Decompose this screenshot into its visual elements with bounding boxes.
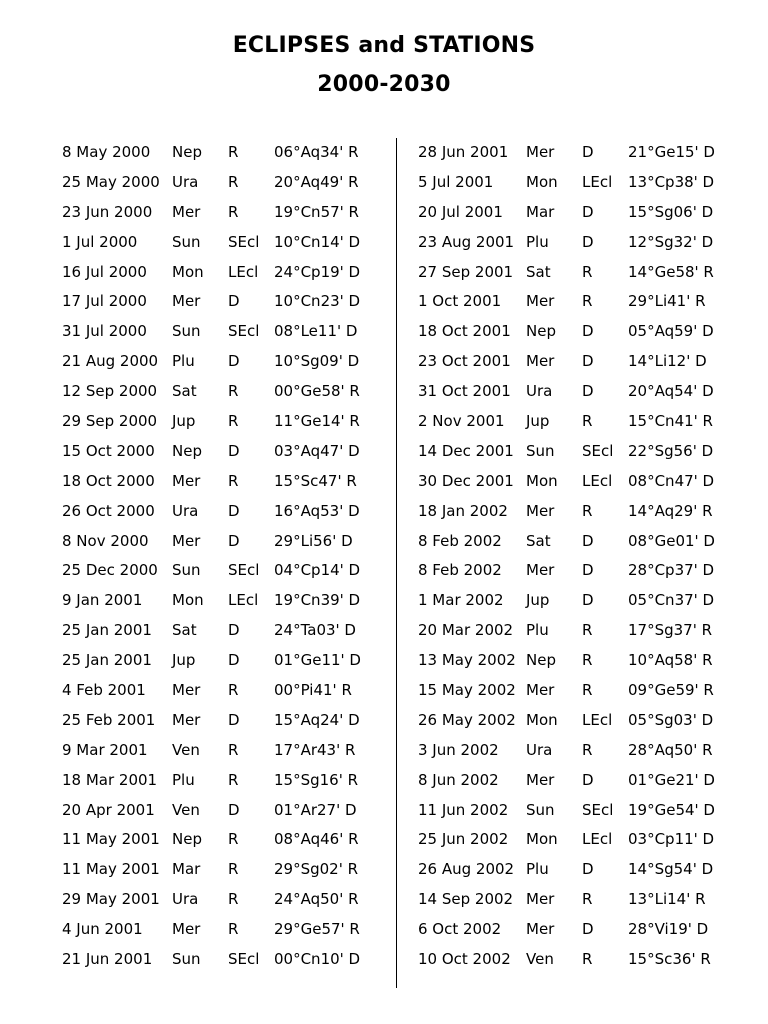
table-row [0,467,396,497]
entry-position: 13°Cp38' D [628,172,715,191]
entry-status: D [582,143,594,161]
entry-date: 31 Jul 2000 [62,322,147,341]
entry-status: D [228,531,240,550]
entry-status: SEcl [228,561,260,580]
entry-position: 13°Li14' R [628,890,706,909]
entry-status: D [582,202,594,221]
table-row [0,586,396,616]
entry-date: 25 Feb 2001 [62,710,156,729]
entry-position: 29°Sg02' R [274,860,359,879]
table-row [398,168,768,198]
entry-date: 4 Jun 2001 [62,920,143,939]
table-row [0,347,396,377]
entry-date: 23 Aug 2001 [418,232,515,251]
table-row [0,317,396,347]
entry-date: 15 May 2002 [418,681,516,700]
entry-position: 00°Ge58' R [274,382,360,401]
table-row [0,497,396,527]
entry-status: D [228,621,240,640]
entry-date: 12 Sep 2000 [62,382,158,401]
entry-position: 14°Sg54' D [628,860,714,879]
entry-planet: Mar [172,860,201,879]
entry-date: 23 Oct 2001 [418,352,511,371]
entry-planet: Ura [172,890,199,909]
entry-status: R [582,950,593,969]
entry-position: 17°Sg37' R [628,621,713,640]
entry-status: LEcl [582,471,613,490]
entry-planet: Mer [172,920,201,939]
entry-planet: Ven [172,800,200,819]
entry-status: R [228,202,239,221]
entry-planet: Mer [172,531,201,550]
entry-planet: Mon [526,172,558,191]
entry-planet: Sun [526,441,555,460]
entry-planet: Jup [172,651,196,670]
entry-status: R [582,890,593,909]
table-row [398,198,768,228]
entry-status: R [228,830,239,849]
table-row [0,407,396,437]
entry-status: SEcl [228,322,260,341]
table-row [0,915,396,945]
entry-status: D [582,591,594,610]
entry-date: 31 Oct 2001 [418,382,511,401]
entry-status: SEcl [228,950,260,969]
entry-planet: Nep [172,830,202,849]
entry-position: 24°Cp19' D [274,262,361,281]
table-row [398,317,768,347]
entry-date: 25 Dec 2000 [62,561,158,580]
entry-position: 15°Aq24' D [274,710,360,729]
entry-planet: Mar [526,202,555,221]
entry-date: 6 Oct 2002 [418,920,502,939]
entry-date: 26 Oct 2000 [62,501,155,520]
entry-position: 28°Vi19' D [628,920,709,939]
table-row [398,796,768,826]
entry-position: 08°Le11' D [274,322,358,341]
entry-date: 8 Jun 2002 [418,770,499,789]
entry-position: 03°Aq47' D [274,441,360,460]
entry-status: R [228,143,239,161]
entry-planet: Mer [172,292,201,311]
table-row [0,437,396,467]
table-row [398,407,768,437]
entry-position: 16°Aq53' D [274,501,360,520]
entry-status: LEcl [582,172,613,191]
entry-position: 14°Ge58' R [628,262,714,281]
entry-planet: Mon [172,591,204,610]
entry-position: 09°Ge59' R [628,681,714,700]
entry-date: 20 Jul 2001 [418,202,503,221]
entry-date: 1 Jul 2000 [62,232,138,251]
table-row [0,287,396,317]
entry-date: 25 May 2000 [62,172,160,191]
entry-date: 21 Aug 2000 [62,352,159,371]
entry-position: 19°Ge54' D [628,800,715,819]
entry-date: 8 May 2000 [62,143,151,161]
entry-position: 19°Cn57' R [274,202,359,221]
table-row [0,228,396,258]
entry-planet: Sat [172,621,197,640]
entry-date: 18 Jan 2002 [418,501,508,520]
entry-planet: Mer [526,890,555,909]
entry-status: LEcl [228,591,259,610]
entry-position: 15°Sg16' R [274,770,359,789]
entry-planet: Mer [526,770,555,789]
entry-planet: Sun [526,800,555,819]
entry-planet: Plu [526,232,549,251]
entry-status: D [228,501,240,520]
table-row [0,527,396,557]
entry-position: 28°Aq50' R [628,740,713,759]
table-row [0,556,396,586]
entry-planet: Ura [172,501,199,520]
entry-planet: Sat [526,262,551,281]
entry-date: 18 Mar 2001 [62,770,158,789]
table-row [0,646,396,676]
entry-status: R [228,890,239,909]
table-row [398,825,768,855]
entry-planet: Sun [172,232,201,251]
entry-planet: Plu [526,860,549,879]
entry-date: 11 Jun 2002 [418,800,509,819]
entry-status: R [582,621,593,640]
entry-date: 18 Oct 2000 [62,471,155,490]
entry-status: D [582,860,594,879]
entry-position: 06°Aq34' R [274,143,359,161]
entry-position: 22°Sg56' D [628,441,714,460]
entry-status: R [228,412,239,431]
entry-planet: Plu [172,352,195,371]
entry-position: 03°Cp11' D [628,830,715,849]
table-row [0,885,396,915]
entry-date: 20 Mar 2002 [418,621,514,640]
entry-position: 15°Sc47' R [274,471,357,490]
entry-position: 01°Ar27' D [274,800,357,819]
entry-status: R [582,262,593,281]
entry-position: 20°Aq49' R [274,172,359,191]
entry-position: 05°Aq59' D [628,322,714,341]
entry-planet: Mer [172,681,201,700]
entry-planet: Mon [526,830,558,849]
entry-date: 9 Mar 2001 [62,740,148,759]
entry-status: D [582,770,594,789]
table-row [398,497,768,527]
entry-date: 11 May 2001 [62,830,160,849]
entry-position: 01°Ge21' D [628,770,715,789]
entry-status: D [582,920,594,939]
entry-date: 8 Feb 2002 [418,531,502,550]
entry-status: R [228,471,239,490]
entry-status: D [228,710,240,729]
table-row [0,138,396,168]
entry-position: 20°Aq54' D [628,382,714,401]
entry-position: 29°Li56' D [274,531,353,550]
entry-date: 4 Feb 2001 [62,681,146,700]
entry-position: 15°Sg06' D [628,202,714,221]
entry-status: D [228,352,240,371]
entry-position: 24°Aq50' R [274,890,359,909]
entry-status: D [582,561,594,580]
entry-position: 11°Ge14' R [274,412,360,431]
table-row [0,676,396,706]
entry-date: 25 Jan 2001 [62,621,152,640]
entry-date: 3 Jun 2002 [418,740,499,759]
entry-date: 29 May 2001 [62,890,160,909]
entry-date: 25 Jan 2001 [62,651,152,670]
entry-status: D [228,800,240,819]
entry-planet: Nep [526,322,556,341]
table-row [398,586,768,616]
entry-planet: Ura [526,382,553,401]
entry-status: R [582,651,593,670]
entry-position: 24°Ta03' D [274,621,356,640]
entry-planet: Plu [526,621,549,640]
entry-position: 21°Ge15' D [628,143,715,161]
entry-status: R [582,681,593,700]
entry-date: 13 May 2002 [418,651,516,670]
table-row [0,766,396,796]
table-row [398,556,768,586]
entry-position: 08°Ge01' D [628,531,715,550]
table-row [398,915,768,945]
entry-position: 14°Li12' D [628,352,707,371]
table-row [398,258,768,288]
entry-status: D [582,232,594,251]
column-divider [396,138,397,988]
entry-planet: Mer [526,352,555,371]
entry-date: 16 Jul 2000 [62,262,147,281]
right-column [398,138,768,975]
entry-date: 14 Dec 2001 [418,441,514,460]
entry-position: 17°Ar43' R [274,740,356,759]
table-row [398,616,768,646]
entry-planet: Sun [172,561,201,580]
entry-date: 28 Jun 2001 [418,143,509,161]
entry-position: 10°Cn14' D [274,232,361,251]
table-row [398,527,768,557]
entry-status: D [582,322,594,341]
entry-position: 10°Aq58' R [628,651,713,670]
entry-planet: Sun [172,322,201,341]
entry-status: D [228,441,240,460]
entry-planet: Mer [526,501,555,520]
table-row [0,258,396,288]
entry-position: 29°Li41' R [628,292,706,311]
entry-position: 15°Cn41' R [628,412,713,431]
entry-planet: Mon [172,262,204,281]
entry-planet: Sat [526,531,551,550]
entry-date: 8 Feb 2002 [418,561,502,580]
entry-position: 28°Cp37' D [628,561,715,580]
table-row [398,347,768,377]
entry-status: SEcl [582,800,614,819]
entry-status: R [228,770,239,789]
entry-planet: Mer [526,143,555,161]
entry-date: 23 Jun 2000 [62,202,153,221]
entry-status: R [582,501,593,520]
entry-planet: Sat [172,382,197,401]
entry-position: 01°Ge11' D [274,651,361,670]
entry-planet: Jup [172,412,196,431]
entry-status: R [228,382,239,401]
entry-date: 30 Dec 2001 [418,471,514,490]
entry-date: 10 Oct 2002 [418,950,511,969]
table-row [398,676,768,706]
entry-position: 19°Cn39' D [274,591,361,610]
entry-status: SEcl [582,441,614,460]
entry-status: D [582,382,594,401]
entry-planet: Ven [172,740,200,759]
entry-position: 05°Sg03' D [628,710,714,729]
entry-planet: Mer [526,292,555,311]
entry-date: 1 Oct 2001 [418,292,502,311]
entry-date: 9 Jan 2001 [62,591,143,610]
table-row [0,736,396,766]
table-row [398,287,768,317]
table-row [398,138,768,168]
entry-date: 18 Oct 2001 [418,322,511,341]
entry-status: R [228,681,239,700]
table-row [398,706,768,736]
table-row [398,228,768,258]
entry-date: 26 May 2002 [418,710,516,729]
entry-date: 27 Sep 2001 [418,262,514,281]
entry-status: D [228,651,240,670]
entry-date: 21 Jun 2001 [62,950,153,969]
table-row [0,168,396,198]
entry-status: R [228,172,239,191]
entry-status: R [228,860,239,879]
entry-status: LEcl [228,262,259,281]
entry-status: LEcl [582,830,613,849]
entry-planet: Nep [172,441,202,460]
entry-date: 26 Aug 2002 [418,860,515,879]
entry-position: 10°Sg09' D [274,352,360,371]
entry-status: R [582,412,593,431]
left-column [0,138,396,975]
table-row [0,616,396,646]
entry-planet: Mer [172,202,201,221]
entry-date: 11 May 2001 [62,860,160,879]
page-subtitle: 2000-2030 [317,72,451,97]
entry-planet: Nep [172,143,202,161]
entry-planet: Mer [526,561,555,580]
entry-planet: Ura [526,740,553,759]
entry-position: 12°Sg32' D [628,232,714,251]
table-row [398,855,768,885]
entry-date: 20 Apr 2001 [62,800,155,819]
table-row [398,736,768,766]
entry-status: R [228,740,239,759]
table-row [0,855,396,885]
entry-status: D [228,292,240,311]
entry-status: D [582,352,594,371]
entry-position: 15°Sc36' R [628,950,711,969]
entry-date: 17 Jul 2000 [62,292,147,311]
entry-date: 5 Jul 2001 [418,172,494,191]
entry-position: 04°Cp14' D [274,561,361,580]
table-row [398,945,768,975]
table-row [0,198,396,228]
entry-status: R [582,292,593,311]
entry-date: 1 Mar 2002 [418,591,504,610]
entry-planet: Jup [526,412,550,431]
table-row [398,437,768,467]
table-row [0,945,396,975]
table-row [398,766,768,796]
entry-status: R [582,740,593,759]
entry-planet: Nep [526,651,556,670]
entry-status: D [582,531,594,550]
entry-position: 10°Cn23' D [274,292,361,311]
entry-date: 8 Nov 2000 [62,531,149,550]
entry-position: 00°Pi41' R [274,681,352,700]
entry-position: 08°Cn47' D [628,471,715,490]
entry-planet: Mer [526,681,555,700]
entry-status: R [228,920,239,939]
table-row [0,825,396,855]
entry-planet: Mer [526,920,555,939]
entry-date: 25 Jun 2002 [418,830,509,849]
entry-position: 05°Cn37' D [628,591,715,610]
page-title: ECLIPSES and STATIONS [232,33,536,58]
entry-position: 08°Aq46' R [274,830,359,849]
table-row [398,885,768,915]
entry-planet: Mer [172,471,201,490]
entry-planet: Mer [172,710,201,729]
entry-planet: Mon [526,471,558,490]
entry-planet: Ven [526,950,554,969]
entry-planet: Plu [172,770,195,789]
entry-position: 00°Cn10' D [274,950,361,969]
entry-date: 2 Nov 2001 [418,412,505,431]
table-row [0,706,396,736]
entry-status: SEcl [228,232,260,251]
table-row [398,646,768,676]
table-row [0,377,396,407]
table-row [0,796,396,826]
entry-date: 14 Sep 2002 [418,890,514,909]
entry-planet: Mon [526,710,558,729]
entry-status: LEcl [582,710,613,729]
entry-planet: Ura [172,172,199,191]
entry-date: 29 Sep 2000 [62,412,158,431]
entry-position: 29°Ge57' R [274,920,360,939]
entry-position: 14°Aq29' R [628,501,713,520]
table-row [398,377,768,407]
entry-planet: Sun [172,950,201,969]
entry-date: 15 Oct 2000 [62,441,155,460]
entry-planet: Jup [526,591,550,610]
table-row [398,467,768,497]
